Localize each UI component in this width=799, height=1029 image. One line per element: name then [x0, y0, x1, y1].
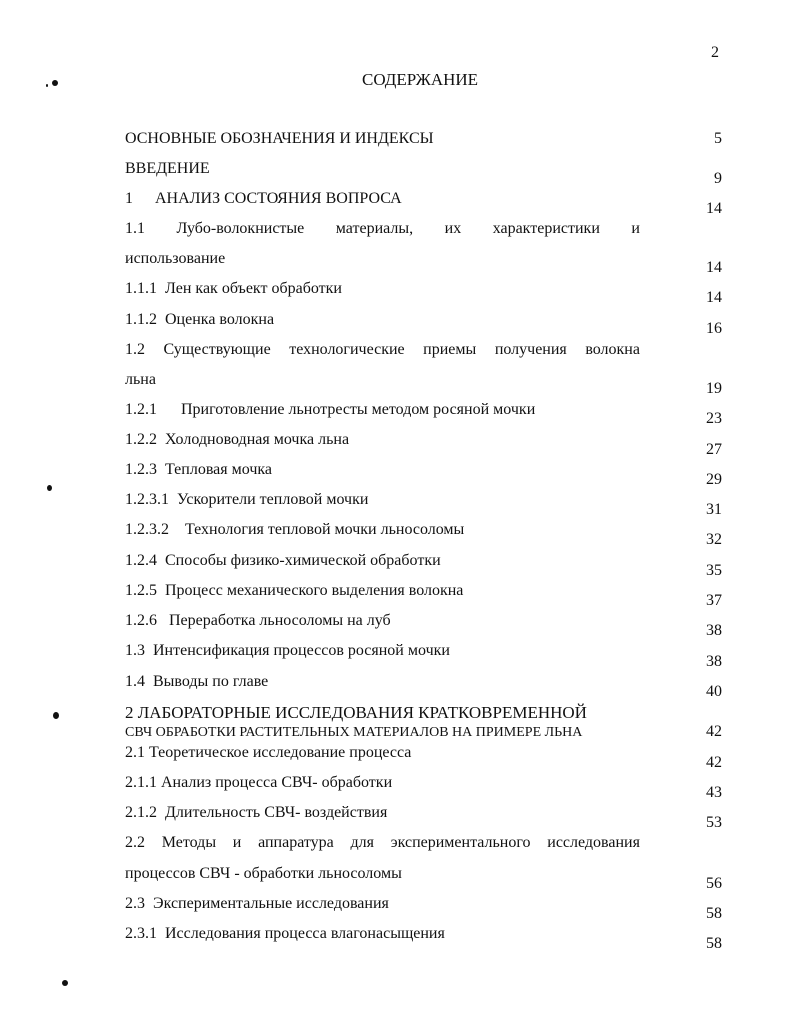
toc-page-number: 58 [706, 905, 722, 922]
scan-mark [46, 84, 48, 87]
toc-page-number: 14 [706, 289, 722, 306]
toc-entry-title: 1.2.5 Процесс механического выделения волокна [125, 582, 464, 599]
scan-mark [47, 485, 52, 491]
toc-word: получения [494, 341, 567, 358]
toc-entry-title: 1.2.3 Тепловая мочка [125, 461, 273, 478]
scan-mark [53, 712, 59, 719]
toc-entry-number: 1.2 [125, 341, 145, 358]
toc-word: аппаратура [258, 834, 334, 851]
toc-entry-title: 1.2.6 Переработка льносоломы на луб [125, 612, 391, 629]
toc-entry-title: 1.1.1 Лен как объект обработки [125, 280, 342, 297]
toc-page-number: 38 [706, 622, 722, 639]
toc-entry-title: 2.3.1 Исследования процесса влагонасыщения [125, 925, 445, 942]
toc-entry-title: 1.3 Интенсификация процессов росяной мочки [125, 642, 450, 659]
page-number: 2 [711, 44, 719, 61]
toc-entry-title [125, 834, 640, 852]
toc-entry-title: 1.4 Выводы по главе [125, 673, 269, 690]
toc-entry-number: 1 [125, 190, 133, 207]
toc-word: и [232, 834, 242, 851]
toc-page-number: 56 [706, 875, 722, 892]
toc-entry-title: 2.1.2 Длительность СВЧ- воздействия [125, 804, 388, 821]
toc-page-number: 27 [706, 441, 722, 458]
toc-page-number: 14 [706, 200, 722, 217]
toc-word: материалы, [335, 220, 414, 237]
toc-word: исследования [547, 834, 640, 851]
toc-entry-continuation: процессов СВЧ - обработки льносоломы [125, 865, 402, 882]
toc-word: Существующие [163, 341, 271, 358]
toc-entry-title: 1.2.2 Холодноводная мочка льна [125, 431, 350, 448]
toc-page-number: 32 [706, 531, 722, 548]
toc-word: приемы [423, 341, 477, 358]
toc-chapter-heading-continuation: СВЧ ОБРАБОТКИ РАСТИТЕЛЬНЫХ МАТЕРИАЛОВ НА ПРИМЕРЕ ЛЬНА [125, 725, 583, 740]
toc-page-number: 40 [706, 683, 722, 700]
scan-mark [62, 980, 68, 986]
toc-entry-continuation: льна [125, 371, 156, 388]
toc-entry-title: ОСНОВНЫЕ ОБОЗНАЧЕНИЯ И ИНДЕКСЫ [125, 130, 434, 147]
toc-entry-title: ВВЕДЕНИЕ [125, 160, 210, 177]
toc-entry-title: 1.2.4 Способы физико-химической обработки [125, 552, 441, 569]
toc-entry-continuation: использование [125, 250, 226, 267]
toc-page-number: 5 [714, 130, 722, 147]
toc-page-number: 53 [706, 814, 722, 831]
toc-page-number: 29 [706, 471, 722, 488]
scan-mark [52, 80, 58, 86]
toc-page-number: 43 [706, 784, 722, 801]
toc-entry-number: 1.1 [125, 220, 145, 237]
toc-page-number: 58 [706, 935, 722, 952]
toc-word: характеристики [492, 220, 600, 237]
toc-word: Лубо-волокнистые [176, 220, 305, 237]
toc-entry-title [125, 341, 640, 359]
toc-entry-title: 1.2.3.2 Технология тепловой мочки льносоломы [125, 521, 465, 538]
toc-word: их [444, 220, 462, 237]
toc-word: волокна [585, 341, 640, 358]
toc-entry-title: 1.2.3.1 Ускорители тепловой мочки [125, 491, 369, 508]
toc-entry-title: АНАЛИЗ СОСТОЯНИЯ ВОПРОСА [155, 190, 402, 207]
toc-page-number: 16 [706, 320, 722, 337]
toc-page-number: 35 [706, 562, 722, 579]
toc-word: Методы [161, 834, 217, 851]
toc-word: для [350, 834, 374, 851]
toc-word: экспериментального [390, 834, 531, 851]
toc-page-number: 14 [706, 259, 722, 276]
toc-page-number: 31 [706, 501, 722, 518]
toc-page-number: 38 [706, 653, 722, 670]
toc-page-number: 9 [714, 170, 722, 187]
toc-page-number: 42 [706, 723, 722, 740]
toc-page-number: 37 [706, 592, 722, 609]
toc-entry-title: 2.1.1 Анализ процесса СВЧ- обработки [125, 774, 393, 791]
toc-page-number: 42 [706, 754, 722, 771]
toc-entry-title: 2.1 Теоретическое исследование процесса [125, 744, 412, 761]
toc-chapter-heading: 2 ЛАБОРАТОРНЫЕ ИССЛЕДОВАНИЯ КРАТКОВРЕМЕННОЙ [125, 703, 587, 722]
toc-page-number: 19 [706, 380, 722, 397]
toc-word: 2.2 [125, 834, 145, 851]
toc-entry-title: 1.1.2 Оценка волокна [125, 311, 275, 328]
toc-page-number: 23 [706, 410, 722, 427]
toc-word: технологические [289, 341, 405, 358]
toc-word: и [631, 220, 640, 237]
page-title: СОДЕРЖАНИЕ [362, 70, 479, 89]
toc-entry-title [125, 220, 640, 238]
toc-entry-title: 2.3 Экспериментальные исследования [125, 895, 389, 912]
toc-entry-title: 1.2.1 Приготовление льнотресты методом росяной мочки [125, 401, 536, 418]
